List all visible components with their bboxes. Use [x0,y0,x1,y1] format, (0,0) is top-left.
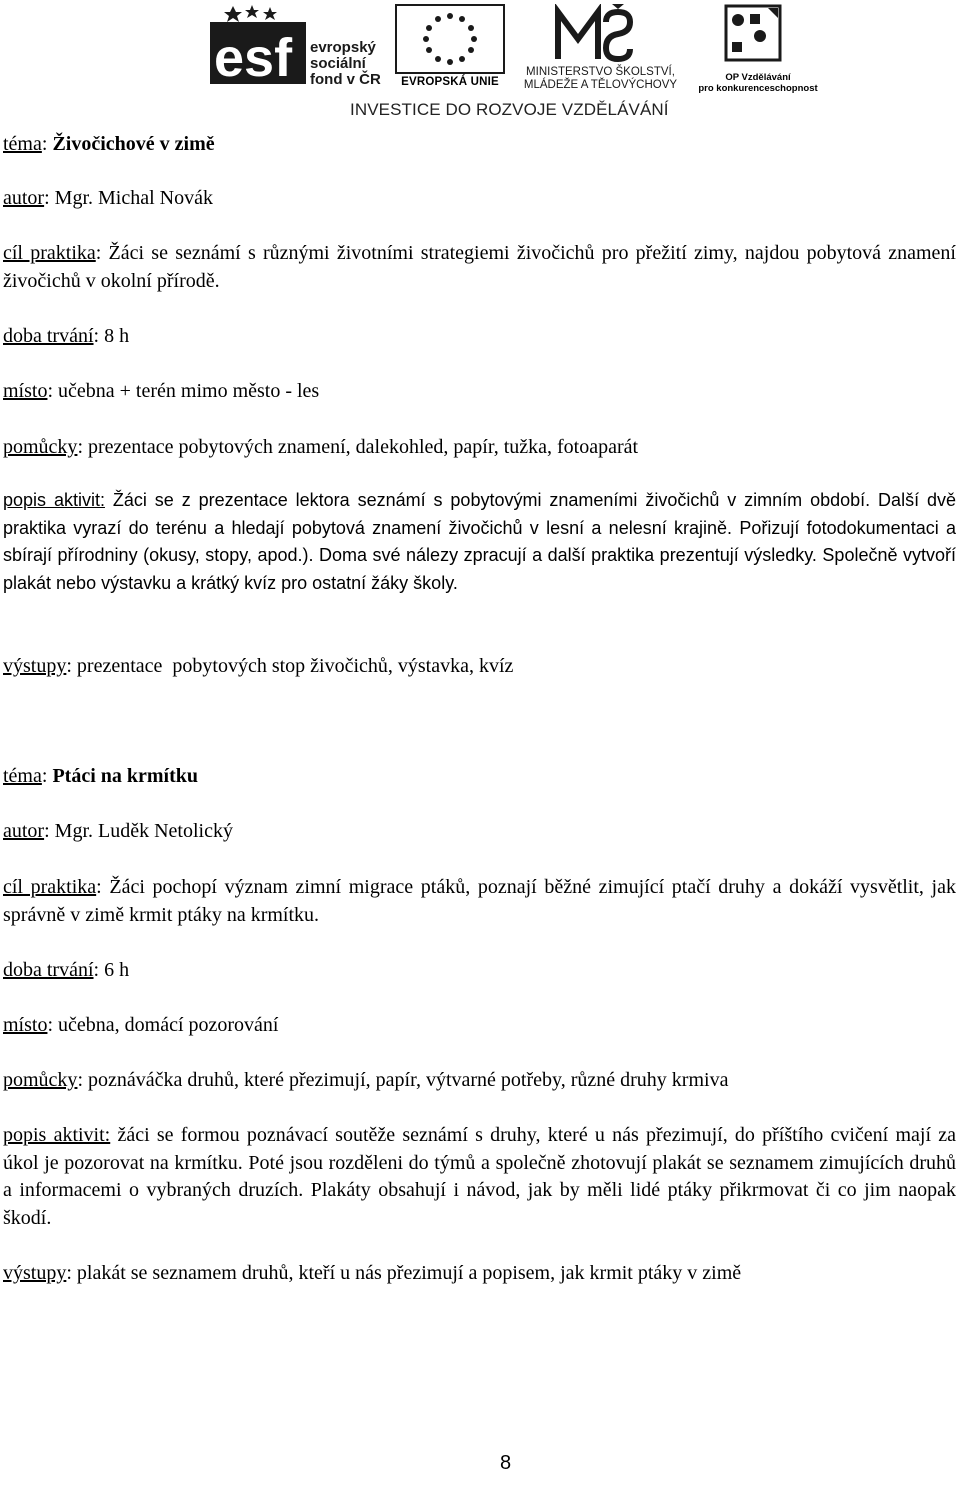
p2-misto-label: místo [3,1014,48,1036]
p2-tema-label: téma [3,765,42,787]
p2-doba-label: doba trvání [3,959,94,981]
p2-cil-label: cíl praktika [3,876,97,898]
p2-tema: Ptáci na krmítku [52,765,198,787]
op-caption: OP Vzdělávání pro konkurenceschopnost [698,72,818,94]
p1-doba-line: doba trvání: 8 h [3,325,130,347]
p2-tema-line: téma: Ptáci na krmítku [3,765,198,787]
op-mark-icon [698,4,808,72]
p1-cil-label: cíl praktika [3,242,96,264]
eu-flag-icon [395,4,505,74]
p1-pomucky: prezentace pobytových znamení, dalekohled, papír, tužka, fotoaparát [88,436,639,458]
p1-pomucky-label: pomůcky [3,436,78,458]
esf-mark-icon [210,4,310,84]
eu-caption: EVROPSKÁ UNIE [401,76,499,88]
p2-cil-para: cíl praktika: Žáci pochopí význam zimní migrace ptáků, poznají běžné zimující ptačí druhy a dokáží vysvětlit, jak správně v zimě krmit ptáky na krmítku. [3,876,956,926]
p2-popis-label: popis aktivit: [3,1124,111,1146]
p1-doba: 8 h [104,325,130,347]
p1-autor-line: autor: Mgr. Michal Novák [3,187,213,209]
p1-misto-label: místo [3,380,48,402]
header-banner: INVESTICE DO ROZVOJE VZDĚLÁVÁNÍ [350,100,669,119]
p1-popis-label: popis aktivit: [3,490,105,510]
p2-vystupy-line: výstupy: plakát se seznamem druhů, kteří u nás přezimují a popisem, jak krmit ptáky v zimě [3,1262,742,1284]
p1-vystupy: prezentace pobytových stop živočichů, výstavka, kvíz [76,655,514,677]
p1-vystupy-line: výstupy: prezentace pobytových stop živočichů, výstavka, kvíz [3,655,514,677]
p1-vystupy-label: výstupy [3,655,67,677]
p2-autor-line: autor: Mgr. Luděk Netolický [3,820,233,842]
p2-cil: Žáci pochopí význam zimní migrace ptáků, poznají běžné zimující ptačí druhy a dokáží vysvětlit, jak správně v zimě krmit ptáky na krmítku. [3,876,956,926]
p2-popis-para [3,1122,956,1233]
p2-autor: Mgr. Luděk Netolický [54,820,233,842]
header-logo-bar [210,4,818,124]
svg-text:esf: esf [214,28,293,84]
esf-text: evropský sociální fond v ČR [310,39,381,88]
msmt-logo [508,4,688,94]
p2-pomucky-label: pomůcky [3,1069,78,1091]
page-number: 8 [500,1452,512,1474]
p2-doba-line: doba trvání: 6 h [3,959,130,981]
p2-autor-label: autor [3,820,45,842]
p1-tema-label: téma [3,133,42,155]
p1-doba-label: doba trvání [3,325,94,347]
p2-misto: učebna, domácí pozorování [58,1014,279,1036]
p1-autor: Mgr. Michal Novák [54,187,213,209]
msmt-caption: MINISTERSTVO ŠKOLSTVÍ, MLÁDEŽE A TĚLOVÝCHOVY [523,66,678,91]
p1-cil-para: cíl praktika: Žáci se seznámí s různými životními strategiemi živočichů pro přežití zimy, najdou pobytová znamení živočichů v okolní přírodě. [3,242,956,292]
p1-popis-para [3,487,956,597]
esf-logo [210,4,390,94]
p1-autor-label: autor [3,187,45,209]
p2-vystupy-label: výstupy [3,1262,67,1284]
p2-popis: žáci se formou poznávací soutěže seznámí s druhy, které u nás přezimují, do příštího cvičení mají za úkol je pozorovat na krmítku. Poté jsou rozděleni do týmů a společně zhotovují plakát se seznamem zimujících druhů a informacemi o vybraných druzích. Plakáty obsahují i návod, jak by měli lidé ptáky přikrmovat či co jim naopak škodí. [3,1124,956,1230]
p2-doba: 6 h [104,959,130,981]
p2-misto-line: místo: učebna, domácí pozorování [3,1014,279,1036]
p2-pomucky-line: pomůcky: poznáváčka druhů, které přezimují, papír, výtvarné potřeby, různé druhy krmiva [3,1069,729,1091]
op-logo [698,4,818,94]
p1-pomucky-line: pomůcky: prezentace pobytových znamení, dalekohled, papír, tužka, fotoaparát [3,436,639,458]
p2-pomucky: poznáváčka druhů, které přezimují, papír, výtvarné potřeby, různé druhy krmiva [88,1069,729,1091]
msmt-mark-icon [508,4,688,64]
eu-logo [395,4,505,94]
p1-tema: Živočichové v zimě [52,133,215,155]
p1-misto-line: místo: učebna + terén mimo město - les [3,380,320,402]
p1-popis: Žáci se z prezentace lektora seznámí s pobytovými znameními živočichů v zimním období. Další dvě praktika vyrazí do terénu a hledají pobytová znamení živočichů v lesní a nelesní krajině. Pořizují fotodokumentaci a sbírají přírodniny (okusy, stopy, apod.). Doma své nálezy zpracují a další praktika prezentují výsledky. Společně vytvoří plakát nebo výstavku a krátký kvíz pro ostatní žáky školy. [3,490,957,593]
p2-vystupy: plakát se seznamem druhů, kteří u nás přezimují a popisem, jak krmit ptáky v zimě [76,1262,742,1284]
p1-cil: Žáci se seznámí s různými životními strategiemi živočichů pro přežití zimy, najdou pobytová znamení živočichů v okolní přírodě. [3,242,956,292]
p1-tema-line: téma: Živočichové v zimě [3,133,215,155]
p1-misto: učebna + terén mimo město - les [58,380,320,402]
